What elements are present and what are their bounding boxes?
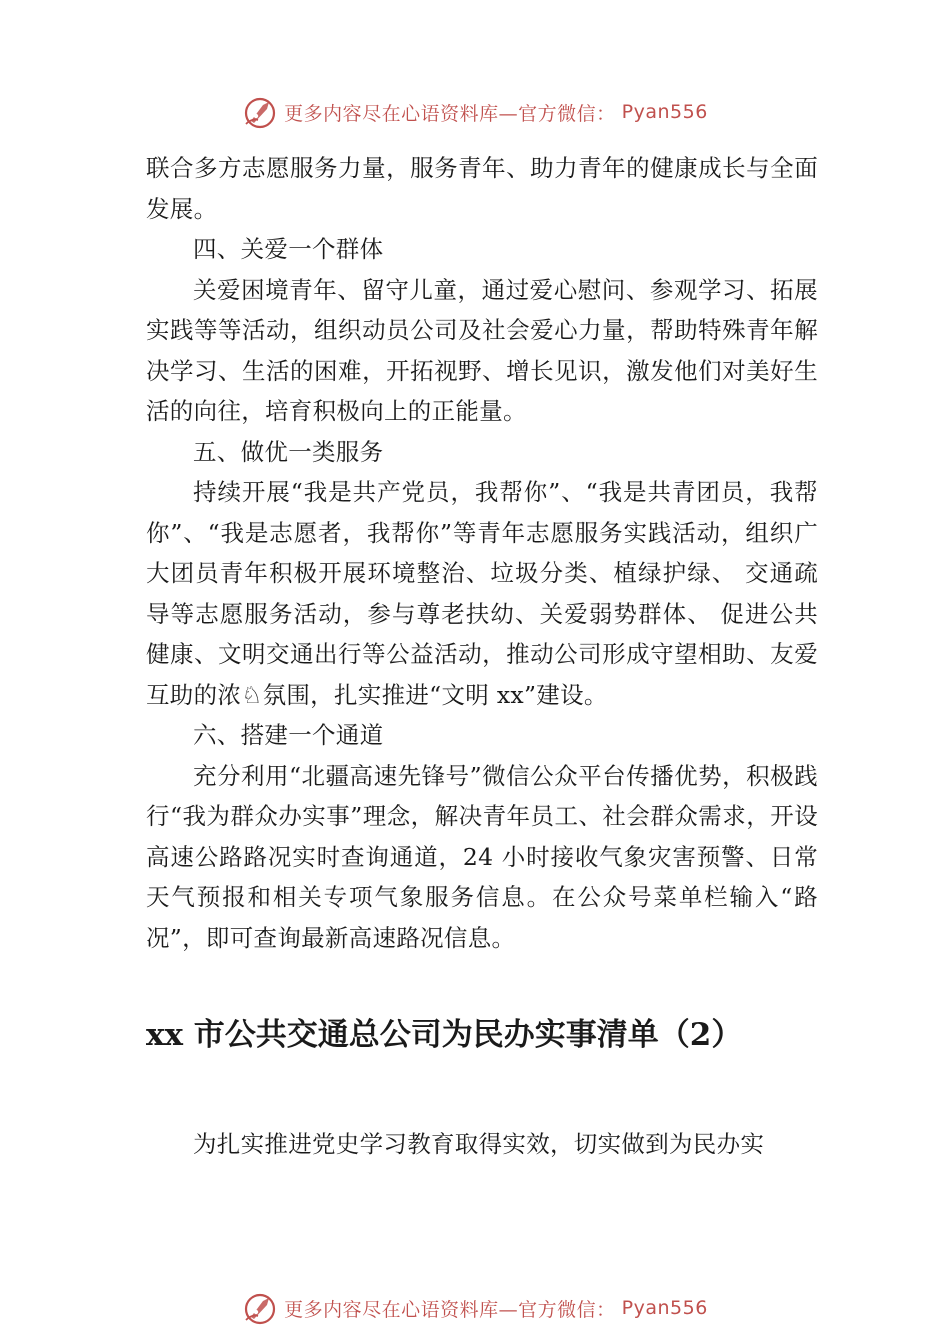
- banner-wechat-id: Pyan556: [621, 101, 708, 123]
- section-intro: [146, 1124, 818, 1165]
- section-title: xx 市公共交通总公司为民办实事清单（2）: [146, 1017, 743, 1053]
- item-heading-5: 五、做优一类服务: [193, 437, 384, 466]
- paragraph-intro: 为扎实推进党史学习教育取得实效，切实做到为民办实: [193, 1130, 765, 1158]
- paragraph-item-6: 充分利用“北疆高速先锋号”微信公众平台传播优势，积极践行“我为群众办实事”理念，解决青年员工、社会群众需求，开设高速公路路况实时查询通道，24 小时接收气象灾害预警、日常天气预报和相关专项气象服务信息。在公众号菜单栏输入“路况”，即可查询最新高速路况信息。: [146, 761, 818, 952]
- banner-text: 更多内容尽在心语资料库—官方微信：: [284, 102, 616, 125]
- banner-text: 更多内容尽在心语资料库—官方微信：: [284, 1298, 616, 1321]
- header-watermark-banner: [0, 92, 950, 132]
- paragraph-item-4: 关爱困境青年、留守儿童，通过爱心慰问、参观学习、拓展实践等等活动，组织动员公司及社会爱心力量，帮助特殊青年解决学习、生活的困难，开拓视野、增长见识，激发他们对美好生活的向往，培育积极向上的正能量。: [146, 275, 818, 425]
- banner-wechat-id: Pyan556: [621, 1297, 708, 1319]
- footer-watermark-banner: [0, 1288, 950, 1328]
- item-heading-6: 六、搭建一个通道: [193, 721, 384, 749]
- paragraph-continuation: 联合多方志愿服务力量，服务青年、助力青年的健康成长与全面发展。: [146, 154, 818, 223]
- pen-nib-logo-icon: [242, 1290, 278, 1326]
- document-body: [146, 148, 818, 958]
- item-heading-4: 四、关爱一个群体: [193, 235, 384, 263]
- pen-nib-logo-icon: [242, 94, 278, 130]
- paragraph-item-5: 持续开展“我是共产党员，我帮你”、“我是共青团员，我帮你”、“我是志愿者，我帮你”等青年志愿服务实践活动，组织广大团员青年积极开展环境整治、垃圾分类、植绿护绿、 交通疏导等志愿服务活动，参与尊老扶幼、关爱弱势群体、 促进公共健康、文明交通出行等公益活动，推动公司形成守望相助、友爱互助的浓♘氛围，扎实推进“文明 xx”建设。: [146, 478, 818, 709]
